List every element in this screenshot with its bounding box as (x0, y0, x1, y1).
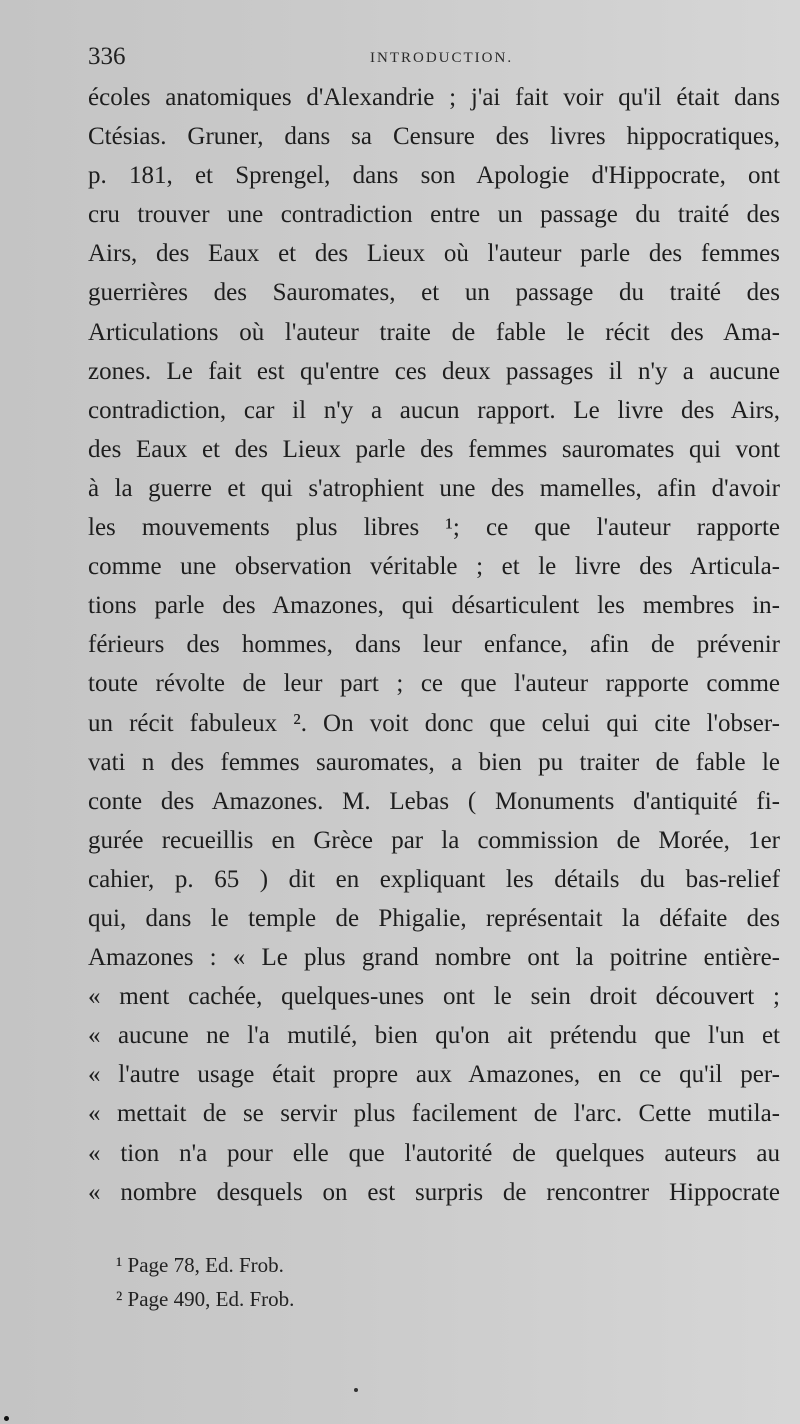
paper-speck (4, 1416, 9, 1421)
text-line: vati n des femmes sauromates, a bien pu traiter de fable le (88, 748, 780, 776)
paper-speck (354, 1388, 358, 1392)
text-line: toute révolte de leur part ; ce que l'auteur rapporte comme (88, 670, 780, 698)
footnote-2: ² Page 490, Ed. Frob. (116, 1287, 295, 1311)
text-line: « ment cachée, quelques-unes ont le sein droit découvert ; (88, 983, 780, 1011)
text-line: « aucune ne l'a mutilé, bien qu'on ait prétendu que l'un et (88, 1022, 780, 1050)
text-line: les mouvements plus libres ¹; ce que l'auteur rapporte (88, 514, 780, 542)
text-line: qui, dans le temple de Phigalie, représentait la défaite des (88, 904, 780, 932)
text-line: guerrières des Sauromates, et un passage du traité des (88, 279, 780, 307)
text-line: « tion n'a pour elle que l'autorité de quelques auteurs au (88, 1139, 780, 1167)
page-number: 336 (88, 43, 126, 70)
text-line: tions parle des Amazones, qui désarticulent les membres in- (88, 592, 780, 620)
text-line: « mettait de se servir plus facilement de l'arc. Cette mutila- (88, 1100, 780, 1128)
text-line: Articulations où l'auteur traite de fable le récit des Ama- (88, 318, 780, 346)
text-line: écoles anatomiques d'Alexandrie ; j'ai fait voir qu'il était dans (88, 84, 780, 111)
footnotes (116, 1248, 616, 1316)
text-line: Ctésias. Gruner, dans sa Censure des livres hippocratiques, (88, 123, 780, 151)
text-line: férieurs des hommes, dans leur enfance, afin de prévenir (88, 631, 780, 659)
footnote-1: ¹ Page 78, Ed. Frob. (116, 1253, 284, 1277)
text-line: Airs, des Eaux et des Lieux où l'auteur parle des femmes (88, 240, 780, 268)
text-line: zones. Le fait est qu'entre ces deux passages il n'y a aucune (88, 357, 780, 385)
text-line: « l'autre usage était propre aux Amazones, en ce qu'il per- (88, 1061, 780, 1089)
text-line: cahier, p. 65 ) dit en expliquant les détails du bas-relief (88, 865, 780, 893)
text-line: cru trouver une contradiction entre un passage du traité des (88, 201, 780, 229)
text-line: contradiction, car il n'y a aucun rapport. Le livre des Airs, (88, 396, 780, 424)
page-header (88, 40, 778, 74)
text-line: p. 181, et Sprengel, dans son Apologie d'Hippocrate, ont (88, 162, 780, 190)
text-line: gurée recueillis en Grèce par la commission de Morée, 1er (88, 826, 780, 854)
text-line: Amazones : « Le plus grand nombre ont la poitrine entière- (88, 944, 780, 972)
text-line: des Eaux et des Lieux parle des femmes sauromates qui vont (88, 435, 780, 463)
text-line: « nombre desquels on est surpris de rencontrer Hippocrate (88, 1178, 780, 1206)
text-line: comme une observation véritable ; et le livre des Articula- (88, 553, 780, 581)
text-line: conte des Amazones. M. Lebas ( Monuments d'antiquité fi- (88, 787, 780, 815)
running-title: INTRODUCTION. (370, 50, 514, 66)
text-line: à la guerre et qui s'atrophient une des mamelles, afin d'avoir (88, 474, 780, 502)
body-text (88, 78, 780, 1212)
text-line: un récit fabuleux ². On voit donc que celui qui cite l'obser- (88, 709, 780, 737)
